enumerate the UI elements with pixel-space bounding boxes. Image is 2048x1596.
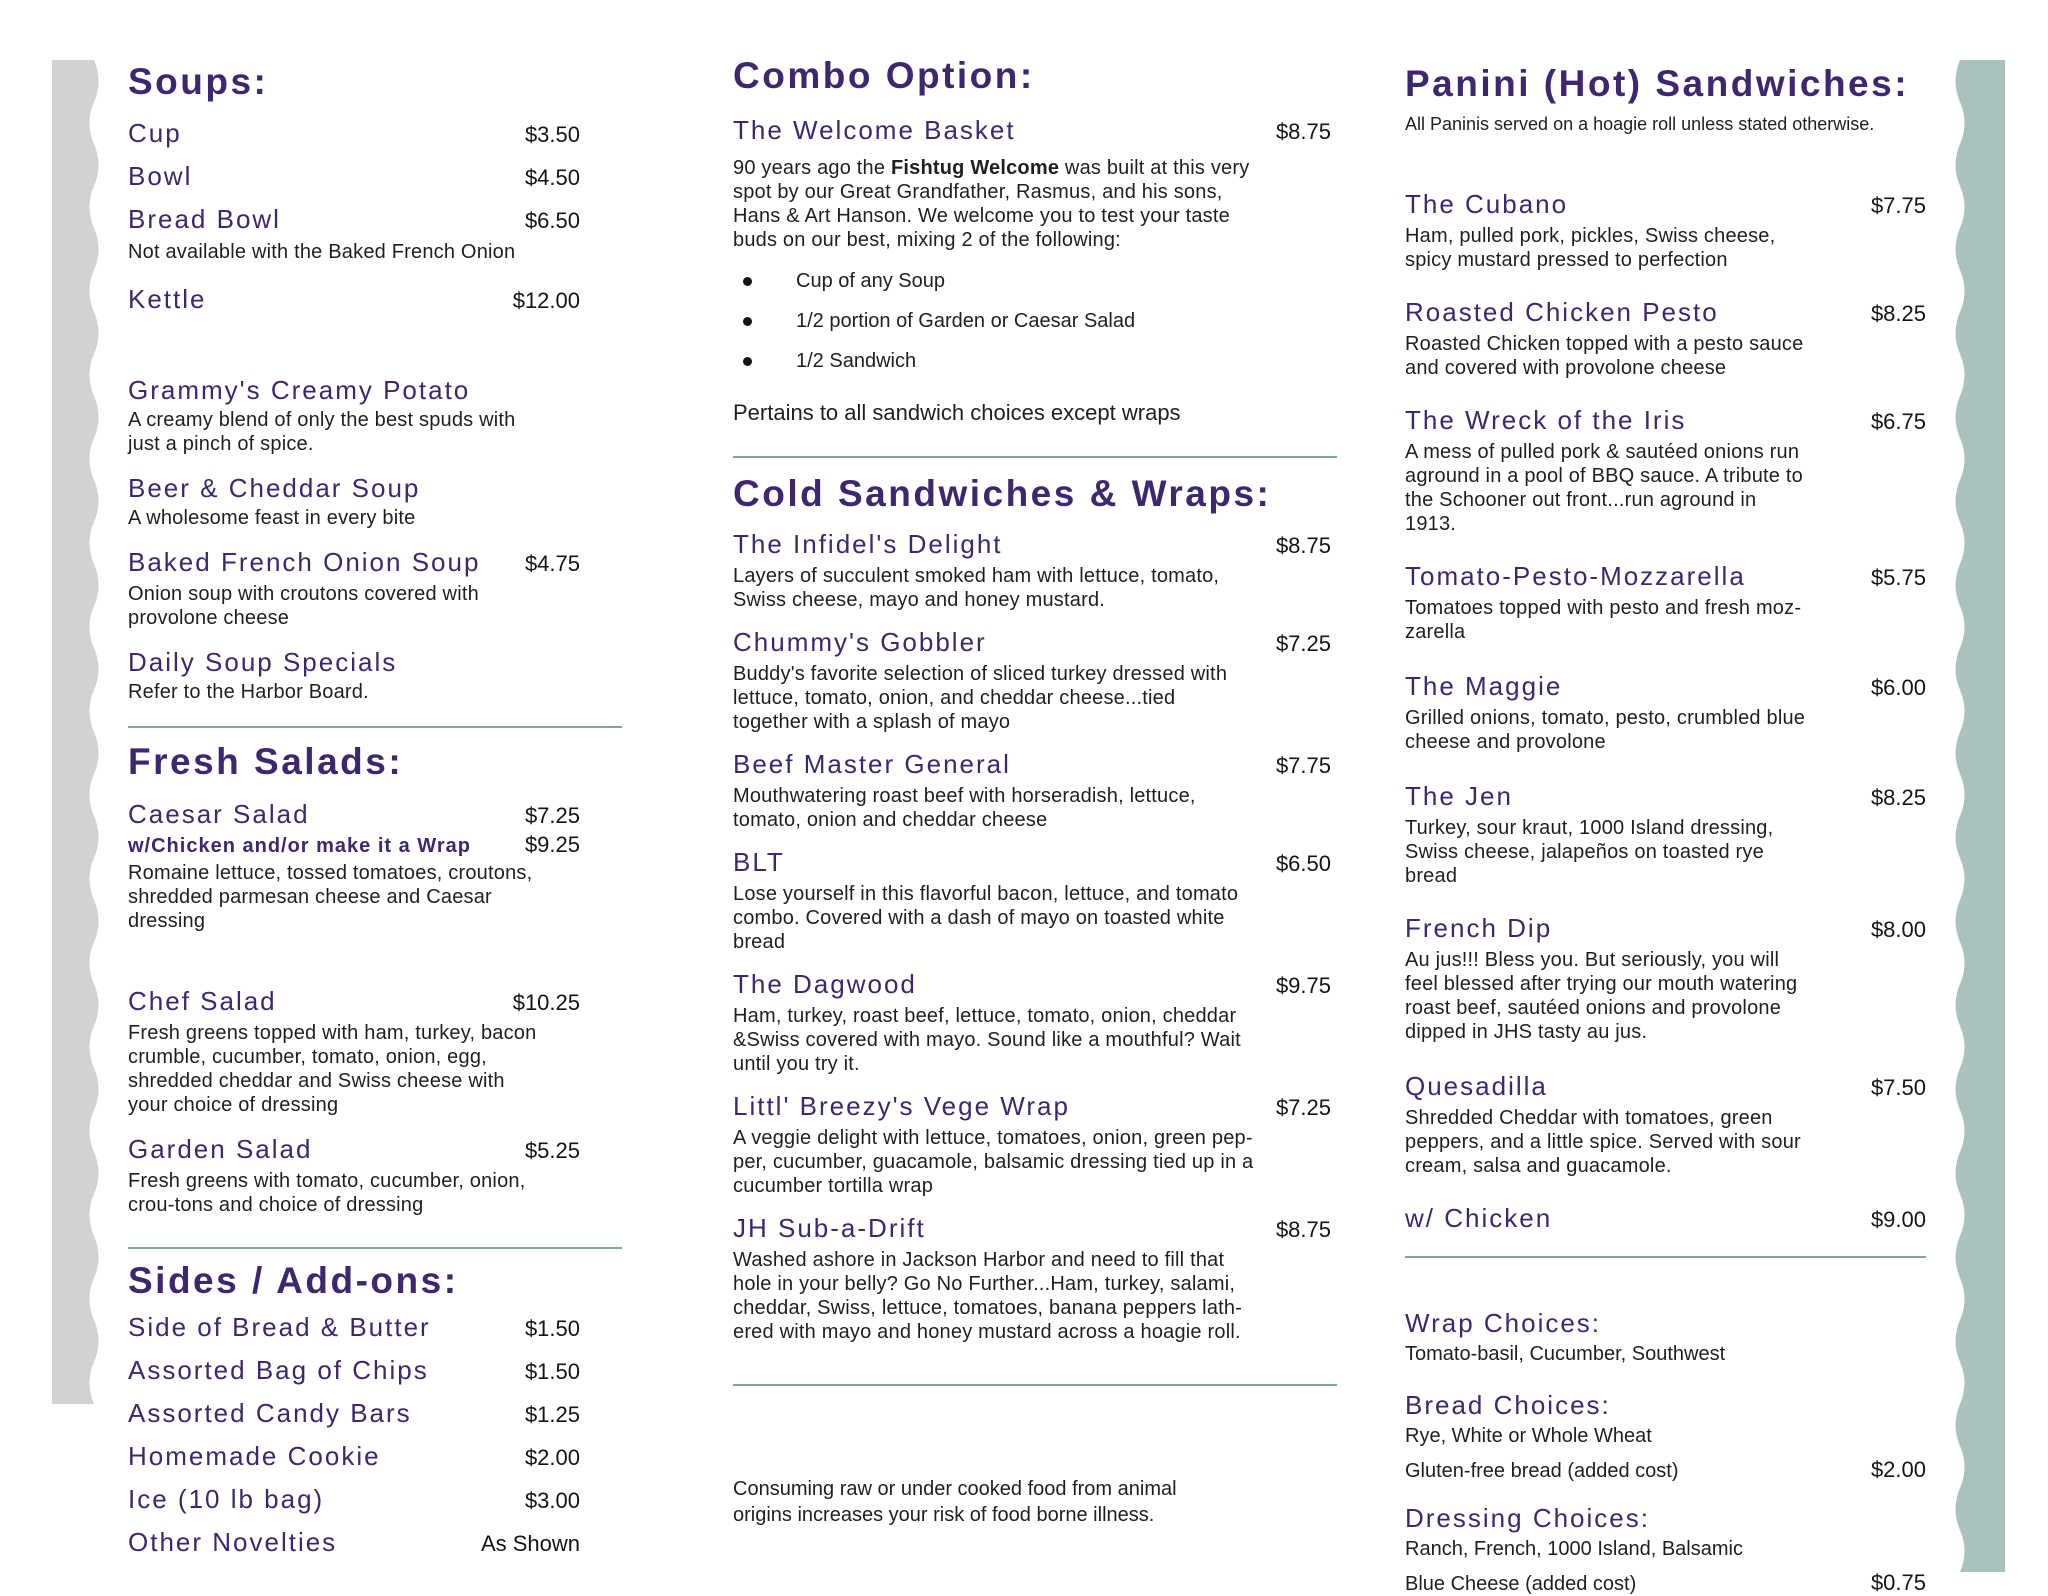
item-name: Gluten-free bread (added cost) xyxy=(1405,1460,1679,1482)
item-price: $5.25 xyxy=(524,1138,580,1163)
column-right xyxy=(1405,62,1926,1596)
menu-item xyxy=(733,1212,1337,1344)
panini-subtitle: All Paninis served on a hoagie roll unless stated otherwise. xyxy=(1405,114,1875,134)
item-name: The Jen xyxy=(1405,781,1513,811)
item-description: Buddy's favorite selection of sliced turkey dressed with lettuce, tomato, onion, and cheddar cheese...tied together with a splash of mayo xyxy=(733,663,1228,733)
bullet-item xyxy=(743,268,1337,294)
item-name: Blue Cheese (added cost) xyxy=(1405,1573,1637,1595)
column-left xyxy=(128,60,622,1561)
item-price: $4.75 xyxy=(524,551,580,576)
left-wavy-band xyxy=(52,60,102,1404)
item-description: Mouthwatering roast beef with horseradish, lettuce, tomato, onion and cheddar cheese xyxy=(733,785,1196,831)
menu-item xyxy=(733,968,1337,1076)
item-price: $7.25 xyxy=(1275,1095,1331,1120)
menu-item xyxy=(1405,404,1926,536)
item-price: $7.25 xyxy=(1275,631,1331,656)
menu-row xyxy=(128,116,622,152)
menu-item xyxy=(128,374,622,456)
section-divider xyxy=(733,1384,1337,1386)
description-text: 90 years ago the xyxy=(733,157,891,179)
item-description: Ham, turkey, roast beef, lettuce, tomato, onion, cheddar &Swiss covered with mayo. Sound like a mouthful? Wait until you try it. xyxy=(733,1005,1241,1075)
menu-item xyxy=(1405,560,1926,644)
section-divider xyxy=(733,456,1337,458)
item-description: A wholesome feast in every bite xyxy=(128,507,416,529)
item-name: Garden Salad xyxy=(128,1134,313,1164)
dressing-choices-title: Dressing Choices: xyxy=(1405,1503,1650,1533)
section-title-combo: Combo Option: xyxy=(733,55,1035,96)
item-name: The Cubano xyxy=(1405,189,1569,219)
item-name: Bread Bowl xyxy=(128,204,281,234)
right-wavy-band xyxy=(1947,60,2005,1572)
item-description: Au jus!!! Bless you. But seriously, you will feel blessed after trying our mouth watering roast beef, sautéed onions and provolone dipped in JHS tasty au jus. xyxy=(1405,949,1798,1043)
item-note: Not available with the Baked French Onion xyxy=(128,241,516,263)
item-price: $2.00 xyxy=(524,1445,580,1470)
item-name: Bowl xyxy=(128,161,193,191)
item-name: Quesadilla xyxy=(1405,1071,1548,1101)
item-price: $8.25 xyxy=(1870,301,1926,326)
item-name: Kettle xyxy=(128,284,207,314)
item-description: A veggie delight with lettuce, tomatoes, onion, green pep-per, cucumber, guacamole, balsamic dressing tied up in a cucumber tortilla wrap xyxy=(733,1127,1254,1197)
item-description: A mess of pulled pork & sautéed onions run aground in a pool of BBQ sauce. A tribute to the Schooner out front...run aground in 1913. xyxy=(1405,441,1803,535)
item-price: $3.50 xyxy=(524,122,580,147)
item-price: $7.75 xyxy=(1870,193,1926,218)
item-description: Layers of succulent smoked ham with lettuce, tomato, Swiss cheese, mayo and honey mustard. xyxy=(733,565,1220,611)
item-price: $0.75 xyxy=(1870,1570,1926,1595)
item-name: Roasted Chicken Pesto xyxy=(1405,297,1719,327)
item-name: The Dagwood xyxy=(733,969,917,999)
section-divider xyxy=(128,1247,622,1249)
item-description: Shredded Cheddar with tomatoes, green peppers, and a little spice. Served with sour cream, salsa and guacamole. xyxy=(1405,1107,1801,1177)
menu-item xyxy=(128,472,622,530)
item-price: $1.50 xyxy=(524,1359,580,1384)
menu-row xyxy=(1405,1571,1926,1596)
item-price: $6.75 xyxy=(1870,409,1926,434)
item-name: Chef Salad xyxy=(128,986,277,1016)
item-price: $2.00 xyxy=(1870,1457,1926,1482)
bullet-icon xyxy=(743,317,752,326)
menu-row xyxy=(1405,1202,1926,1236)
menu-item xyxy=(128,646,622,704)
menu-item xyxy=(733,846,1337,954)
menu-item xyxy=(733,748,1337,832)
menu-item xyxy=(128,546,622,630)
item-name: Assorted Bag of Chips xyxy=(128,1355,429,1385)
section-title-soups: Soups: xyxy=(128,61,269,102)
menu-item xyxy=(1405,670,1926,754)
item-price: $10.25 xyxy=(512,990,580,1015)
item-name: The Infidel's Delight xyxy=(733,529,1003,559)
item-description: A creamy blend of only the best spuds with just a pinch of spice. xyxy=(128,409,516,455)
item-price: $8.75 xyxy=(1275,1217,1331,1242)
item-price: $7.50 xyxy=(1870,1075,1926,1100)
item-description: Ham, pulled pork, pickles, Swiss cheese, spicy mustard pressed to perfection xyxy=(1405,225,1776,271)
menu-row xyxy=(128,1525,622,1561)
menu-row xyxy=(128,1396,622,1432)
item-price: $1.50 xyxy=(524,1316,580,1341)
section-title-panini: Panini (Hot) Sandwiches: xyxy=(1405,63,1910,104)
item-name: Other Novelties xyxy=(128,1527,338,1557)
item-name: The Wreck of the Iris xyxy=(1405,405,1687,435)
menu-item xyxy=(1405,912,1926,1044)
wrap-choices-options: Tomato-basil, Cucumber, Southwest xyxy=(1405,1343,1726,1365)
item-description: Fresh greens topped with ham, turkey, bacon crumble, cucumber, tomato, onion, egg, shredded cheddar and Swiss cheese with your choice of dressing xyxy=(128,1022,537,1116)
item-description: Turkey, sour kraut, 1000 Island dressing, Swiss cheese, jalapeños on toasted rye bread xyxy=(1405,817,1774,887)
bullet-text: Cup of any Soup xyxy=(796,270,945,292)
section-divider xyxy=(1405,1256,1926,1258)
item-name: Assorted Candy Bars xyxy=(128,1398,412,1428)
item-name: JH Sub-a-Drift xyxy=(733,1213,926,1243)
item-name: Chummy's Gobbler xyxy=(733,627,987,657)
item-price: $7.75 xyxy=(1275,753,1331,778)
item-description: Grilled onions, tomato, pesto, crumbled blue cheese and provolone xyxy=(1405,707,1806,753)
menu-item xyxy=(733,1090,1337,1198)
menu-item xyxy=(128,1133,622,1217)
menu-row xyxy=(128,1353,622,1389)
item-price: $8.00 xyxy=(1870,917,1926,942)
item-name: Tomato-Pesto-Mozzarella xyxy=(1405,561,1746,591)
description-text: was built at this very spot by our Great Grandfather, Rasmus, and his sons, Hans & Art Hanson. We welcome you to test your taste buds on our best, mixing 2 of the following: xyxy=(733,157,1250,251)
item-description: Romaine lettuce, tossed tomatoes, croutons, shredded parmesan cheese and Caesar dressing xyxy=(128,862,533,932)
item-name: BLT xyxy=(733,847,785,877)
bread-choices-title: Bread Choices: xyxy=(1405,1390,1611,1420)
item-name: Caesar Salad xyxy=(128,799,310,829)
bullet-icon xyxy=(743,277,752,286)
bullet-text: 1/2 portion of Garden or Caesar Salad xyxy=(796,310,1136,332)
item-name: French Dip xyxy=(1405,913,1553,943)
item-price: $12.00 xyxy=(512,288,580,313)
item-description xyxy=(733,156,1255,252)
menu-item xyxy=(733,114,1337,148)
item-name: Cup xyxy=(128,118,182,148)
item-price: $6.00 xyxy=(1870,675,1926,700)
menu-row xyxy=(128,1482,622,1518)
menu-row xyxy=(1405,1458,1926,1483)
section-title-cold-sandwiches: Cold Sandwiches & Wraps: xyxy=(733,473,1272,514)
item-subprice: $9.25 xyxy=(524,832,580,857)
item-description: Roasted Chicken topped with a pesto sauce and covered with provolone cheese xyxy=(1405,333,1804,379)
item-name: Baked French Onion Soup xyxy=(128,547,481,577)
item-description: Tomatoes topped with pesto and fresh moz-zarella xyxy=(1405,597,1802,643)
menu-item xyxy=(1405,296,1926,380)
item-price: $5.75 xyxy=(1870,565,1926,590)
item-name: The Maggie xyxy=(1405,671,1563,701)
description-bold-text: Fishtug Welcome xyxy=(890,157,1060,179)
menu-item xyxy=(733,528,1337,612)
menu-item xyxy=(1405,780,1926,888)
item-price: $6.50 xyxy=(524,208,580,233)
item-price: $4.50 xyxy=(524,165,580,190)
menu-row xyxy=(128,202,622,238)
item-price: $9.00 xyxy=(1870,1207,1926,1232)
item-name: Littl' Breezy's Vege Wrap xyxy=(733,1091,1070,1121)
item-subname: w/Chicken and/or make it a Wrap xyxy=(128,835,471,857)
section-title-sides: Sides / Add-ons: xyxy=(128,1260,459,1301)
item-description: Washed ashore in Jackson Harbor and need to fill that hole in your belly? Go No Further...Ham, turkey, salami, cheddar, Swiss, lettuce, tomatoes, banana peppers lath-ered with mayo and honey mustard across a hoagie roll. xyxy=(733,1249,1243,1343)
item-name: Beer & Cheddar Soup xyxy=(128,473,421,503)
menu-item xyxy=(733,626,1337,734)
menu-item xyxy=(1405,1070,1926,1178)
item-name: Side of Bread & Butter xyxy=(128,1312,431,1342)
item-price: $8.75 xyxy=(1275,533,1331,558)
item-description: Onion soup with croutons covered with provolone cheese xyxy=(128,583,479,629)
item-description: Lose yourself in this flavorful bacon, lettuce, and tomato combo. Covered with a dash of mayo on toasted white bread xyxy=(733,883,1239,953)
menu-item xyxy=(1405,188,1926,272)
item-price: $1.25 xyxy=(524,1402,580,1427)
menu-row xyxy=(128,1439,622,1475)
item-price: $8.75 xyxy=(1275,119,1331,144)
menu-row xyxy=(128,282,622,318)
item-name: w/ Chicken xyxy=(1405,1203,1553,1233)
dressing-choices-options: Ranch, French, 1000 Island, Balsamic xyxy=(1405,1538,1743,1560)
item-name: Ice (10 lb bag) xyxy=(128,1484,325,1514)
menu-item xyxy=(128,985,622,1117)
bullet-item xyxy=(743,308,1337,334)
item-description: Refer to the Harbor Board. xyxy=(128,681,369,703)
item-name: Beef Master General xyxy=(733,749,1011,779)
bullet-icon xyxy=(743,357,752,366)
section-divider xyxy=(128,726,622,728)
item-price: $9.75 xyxy=(1275,973,1331,998)
combo-note: Pertains to all sandwich choices except wraps xyxy=(733,400,1181,425)
section-title-salads: Fresh Salads: xyxy=(128,741,404,782)
item-price: $8.25 xyxy=(1870,785,1926,810)
item-price: $3.00 xyxy=(524,1488,580,1513)
wrap-choices-title: Wrap Choices: xyxy=(1405,1308,1602,1338)
item-name: Daily Soup Specials xyxy=(128,647,398,677)
column-middle xyxy=(733,54,1337,1528)
bread-choices-options: Rye, White or Whole Wheat xyxy=(1405,1425,1652,1447)
item-name: Homemade Cookie xyxy=(128,1441,381,1471)
item-name: The Welcome Basket xyxy=(733,115,1016,145)
item-price: As Shown xyxy=(480,1531,580,1556)
bullet-text: 1/2 Sandwich xyxy=(796,350,917,372)
menu-row xyxy=(128,1310,622,1346)
item-price: $7.25 xyxy=(524,803,580,828)
menu-item xyxy=(128,798,622,933)
bullet-item xyxy=(743,348,1337,374)
item-description: Fresh greens with tomato, cucumber, onion, crou-tons and choice of dressing xyxy=(128,1170,526,1216)
menu-row xyxy=(128,159,622,195)
item-name: Grammy's Creamy Potato xyxy=(128,375,471,405)
item-price: $6.50 xyxy=(1275,851,1331,876)
health-warning: Consuming raw or under cooked food from animal origins increases your risk of food borne illness. xyxy=(733,1478,1177,1526)
